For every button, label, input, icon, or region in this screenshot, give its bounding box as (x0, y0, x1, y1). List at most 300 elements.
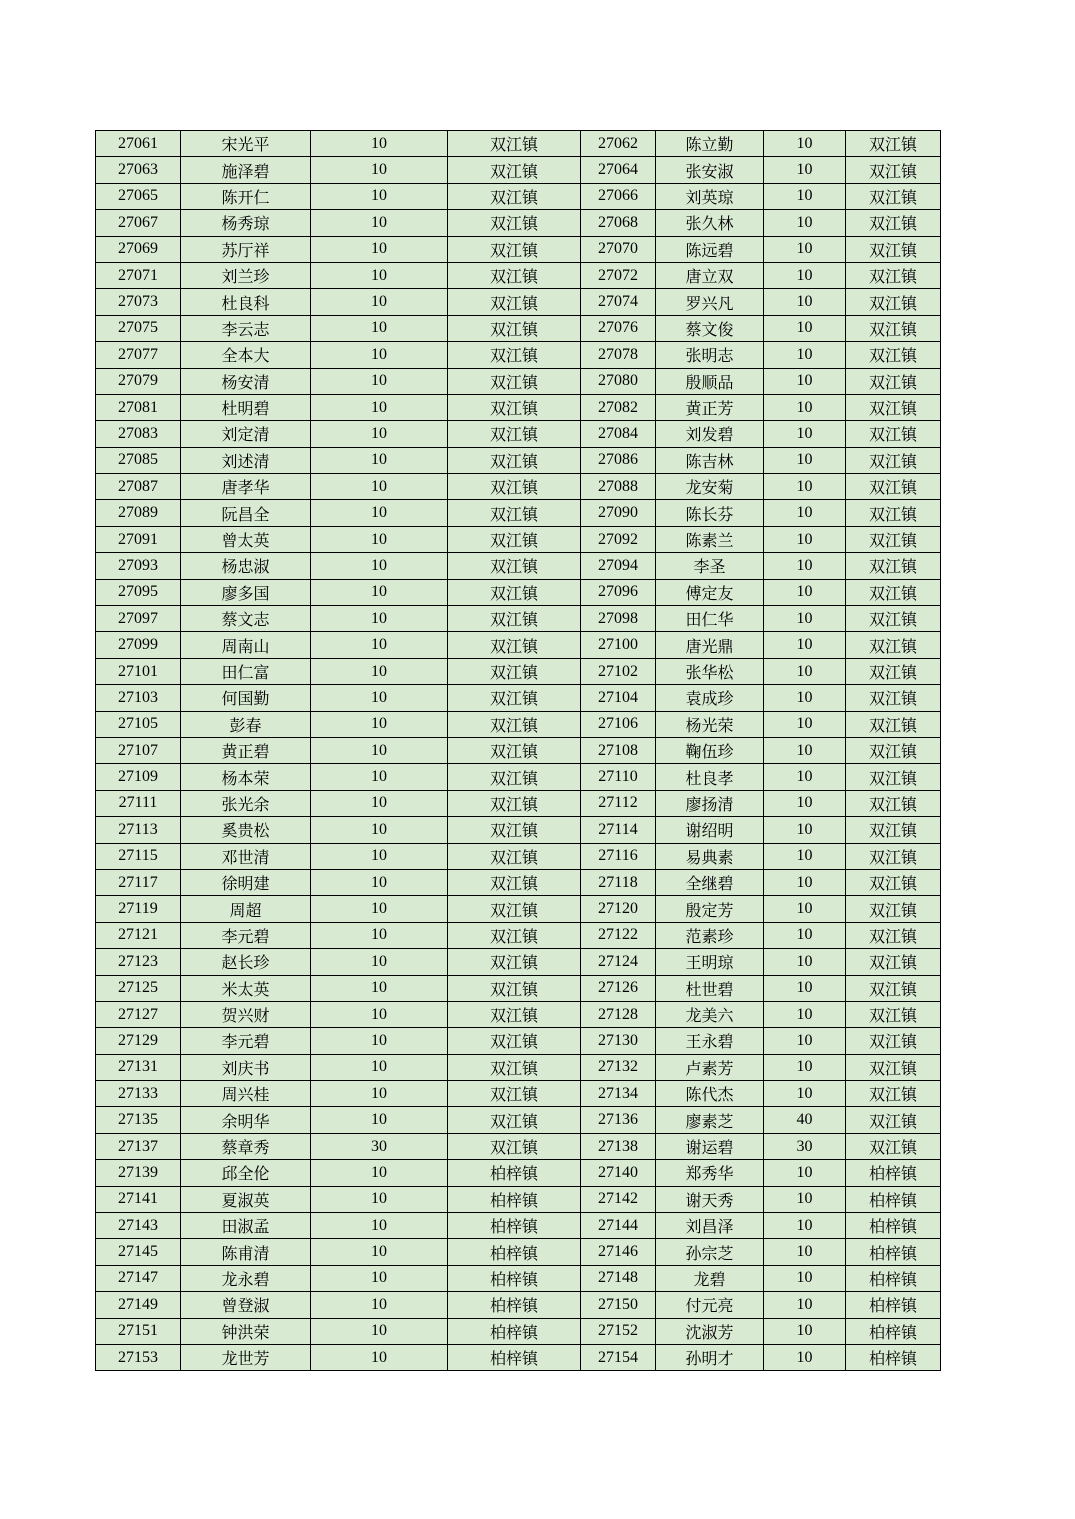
cell-amount: 10 (764, 183, 846, 209)
cell-amount: 10 (311, 764, 448, 790)
cell-town: 双江镇 (846, 315, 941, 341)
cell-name: 杨秀琼 (181, 210, 311, 236)
cell-name: 米太英 (181, 975, 311, 1001)
cell-id: 27121 (96, 922, 181, 948)
cell-id: 27076 (581, 315, 656, 341)
cell-id: 27131 (96, 1054, 181, 1080)
cell-id: 27096 (581, 579, 656, 605)
cell-name: 邓世清 (181, 843, 311, 869)
cell-name: 鞠伍珍 (656, 737, 764, 763)
cell-name: 田仁富 (181, 658, 311, 684)
cell-amount: 10 (311, 526, 448, 552)
cell-id: 27100 (581, 632, 656, 658)
cell-town: 双江镇 (448, 342, 581, 368)
cell-town: 柏梓镇 (846, 1160, 941, 1186)
cell-name: 殷顺品 (656, 368, 764, 394)
cell-name: 田仁华 (656, 606, 764, 632)
table-row (96, 1107, 941, 1133)
cell-id: 27111 (96, 790, 181, 816)
cell-id: 27088 (581, 474, 656, 500)
cell-id: 27074 (581, 289, 656, 315)
cell-town: 双江镇 (846, 236, 941, 262)
cell-amount: 10 (764, 685, 846, 711)
cell-town: 双江镇 (846, 526, 941, 552)
cell-town: 柏梓镇 (846, 1292, 941, 1318)
cell-town: 双江镇 (846, 579, 941, 605)
cell-name: 刘定清 (181, 421, 311, 447)
cell-id: 27114 (581, 817, 656, 843)
cell-id: 27081 (96, 394, 181, 420)
cell-id: 27148 (581, 1265, 656, 1291)
table-row (96, 1344, 941, 1370)
data-table (95, 130, 941, 1371)
cell-town: 双江镇 (846, 210, 941, 236)
cell-amount: 10 (764, 1186, 846, 1212)
cell-town: 双江镇 (846, 817, 941, 843)
table-row (96, 474, 941, 500)
cell-id: 27134 (581, 1081, 656, 1107)
cell-name: 陈开仁 (181, 183, 311, 209)
cell-amount: 10 (311, 922, 448, 948)
cell-name: 廖扬清 (656, 790, 764, 816)
cell-name: 张安淑 (656, 157, 764, 183)
cell-town: 双江镇 (448, 131, 581, 157)
table-row (96, 1081, 941, 1107)
cell-id: 27070 (581, 236, 656, 262)
cell-amount: 10 (311, 711, 448, 737)
cell-id: 27090 (581, 500, 656, 526)
cell-id: 27112 (581, 790, 656, 816)
table-row (96, 500, 941, 526)
cell-id: 27098 (581, 606, 656, 632)
cell-amount: 10 (311, 790, 448, 816)
cell-amount: 10 (764, 711, 846, 737)
cell-town: 双江镇 (448, 1028, 581, 1054)
cell-town: 柏梓镇 (448, 1186, 581, 1212)
cell-town: 柏梓镇 (448, 1160, 581, 1186)
cell-amount: 10 (311, 1344, 448, 1370)
cell-id: 27105 (96, 711, 181, 737)
cell-town: 双江镇 (448, 606, 581, 632)
cell-name: 陈吉林 (656, 447, 764, 473)
table-row (96, 817, 941, 843)
cell-amount: 10 (764, 236, 846, 262)
cell-town: 双江镇 (846, 922, 941, 948)
cell-amount: 10 (311, 658, 448, 684)
cell-name: 杨本荣 (181, 764, 311, 790)
cell-id: 27126 (581, 975, 656, 1001)
cell-id: 27147 (96, 1265, 181, 1291)
cell-town: 柏梓镇 (448, 1318, 581, 1344)
cell-amount: 10 (311, 210, 448, 236)
cell-amount: 10 (311, 1054, 448, 1080)
cell-amount: 10 (764, 790, 846, 816)
cell-amount: 10 (311, 817, 448, 843)
cell-town: 双江镇 (448, 474, 581, 500)
cell-id: 27130 (581, 1028, 656, 1054)
cell-name: 谢绍明 (656, 817, 764, 843)
table-row (96, 1292, 941, 1318)
cell-id: 27095 (96, 579, 181, 605)
cell-name: 徐明建 (181, 869, 311, 895)
cell-town: 双江镇 (448, 447, 581, 473)
cell-town: 双江镇 (846, 157, 941, 183)
cell-name: 曾登淑 (181, 1292, 311, 1318)
cell-amount: 10 (764, 606, 846, 632)
cell-name: 孙明才 (656, 1344, 764, 1370)
cell-id: 27154 (581, 1344, 656, 1370)
table-row (96, 922, 941, 948)
cell-town: 双江镇 (846, 289, 941, 315)
cell-town: 双江镇 (846, 1001, 941, 1027)
cell-town: 柏梓镇 (846, 1318, 941, 1344)
cell-town: 双江镇 (846, 975, 941, 1001)
cell-amount: 10 (311, 896, 448, 922)
cell-amount: 10 (764, 737, 846, 763)
cell-id: 27097 (96, 606, 181, 632)
cell-id: 27078 (581, 342, 656, 368)
cell-amount: 10 (764, 1160, 846, 1186)
table-row (96, 764, 941, 790)
cell-name: 陈甫清 (181, 1239, 311, 1265)
cell-id: 27065 (96, 183, 181, 209)
cell-name: 陈立勤 (656, 131, 764, 157)
table-row (96, 1239, 941, 1265)
cell-name: 陈远碧 (656, 236, 764, 262)
cell-amount: 10 (311, 632, 448, 658)
cell-id: 27072 (581, 262, 656, 288)
cell-id: 27063 (96, 157, 181, 183)
cell-id: 27115 (96, 843, 181, 869)
cell-id: 27093 (96, 553, 181, 579)
cell-town: 双江镇 (448, 869, 581, 895)
cell-id: 27106 (581, 711, 656, 737)
cell-name: 廖素芝 (656, 1107, 764, 1133)
cell-amount: 10 (764, 474, 846, 500)
cell-town: 双江镇 (846, 711, 941, 737)
cell-amount: 10 (764, 1239, 846, 1265)
cell-name: 杨光荣 (656, 711, 764, 737)
cell-name: 李元碧 (181, 1028, 311, 1054)
cell-town: 双江镇 (448, 368, 581, 394)
cell-amount: 10 (764, 131, 846, 157)
cell-town: 双江镇 (448, 922, 581, 948)
table-row (96, 394, 941, 420)
cell-town: 双江镇 (448, 949, 581, 975)
cell-amount: 10 (764, 1318, 846, 1344)
cell-id: 27119 (96, 896, 181, 922)
table-row (96, 685, 941, 711)
cell-name: 黄正芳 (656, 394, 764, 420)
cell-id: 27067 (96, 210, 181, 236)
cell-amount: 10 (311, 869, 448, 895)
cell-town: 双江镇 (448, 711, 581, 737)
table-row (96, 421, 941, 447)
cell-amount: 10 (764, 526, 846, 552)
cell-id: 27141 (96, 1186, 181, 1212)
cell-town: 双江镇 (448, 421, 581, 447)
cell-id: 27080 (581, 368, 656, 394)
cell-name: 贺兴财 (181, 1001, 311, 1027)
cell-id: 27149 (96, 1292, 181, 1318)
cell-name: 杜世碧 (656, 975, 764, 1001)
cell-id: 27091 (96, 526, 181, 552)
cell-id: 27125 (96, 975, 181, 1001)
cell-id: 27129 (96, 1028, 181, 1054)
cell-amount: 10 (764, 1028, 846, 1054)
cell-town: 双江镇 (846, 1133, 941, 1159)
table-row (96, 1133, 941, 1159)
table-row (96, 1186, 941, 1212)
cell-id: 27099 (96, 632, 181, 658)
cell-amount: 10 (764, 949, 846, 975)
cell-id: 27066 (581, 183, 656, 209)
cell-name: 龙世芳 (181, 1344, 311, 1370)
cell-name: 李元碧 (181, 922, 311, 948)
cell-name: 张久林 (656, 210, 764, 236)
cell-amount: 10 (311, 1265, 448, 1291)
cell-name: 龙永碧 (181, 1265, 311, 1291)
cell-id: 27117 (96, 869, 181, 895)
table-row (96, 236, 941, 262)
cell-town: 双江镇 (448, 975, 581, 1001)
cell-amount: 10 (311, 685, 448, 711)
cell-amount: 10 (764, 368, 846, 394)
cell-amount: 10 (311, 421, 448, 447)
cell-id: 27064 (581, 157, 656, 183)
cell-amount: 10 (311, 262, 448, 288)
cell-town: 双江镇 (448, 500, 581, 526)
cell-name: 周南山 (181, 632, 311, 658)
table-row (96, 658, 941, 684)
cell-id: 27124 (581, 949, 656, 975)
cell-name: 刘庆书 (181, 1054, 311, 1080)
cell-name: 奚贵松 (181, 817, 311, 843)
table-row (96, 131, 941, 157)
cell-amount: 10 (311, 737, 448, 763)
table-row (96, 342, 941, 368)
cell-town: 柏梓镇 (846, 1239, 941, 1265)
cell-amount: 10 (764, 869, 846, 895)
cell-amount: 10 (764, 1344, 846, 1370)
cell-name: 龙碧 (656, 1265, 764, 1291)
cell-name: 杨忠淑 (181, 553, 311, 579)
table-row (96, 975, 941, 1001)
cell-amount: 10 (311, 1028, 448, 1054)
cell-name: 罗兴凡 (656, 289, 764, 315)
cell-amount: 10 (311, 1081, 448, 1107)
cell-id: 27152 (581, 1318, 656, 1344)
table-row (96, 315, 941, 341)
cell-amount: 30 (311, 1133, 448, 1159)
cell-amount: 10 (764, 553, 846, 579)
cell-id: 27146 (581, 1239, 656, 1265)
cell-town: 柏梓镇 (448, 1239, 581, 1265)
cell-town: 柏梓镇 (846, 1344, 941, 1370)
cell-id: 27071 (96, 262, 181, 288)
cell-name: 唐光鼎 (656, 632, 764, 658)
table-row (96, 1160, 941, 1186)
cell-name: 刘兰珍 (181, 262, 311, 288)
table-row (96, 579, 941, 605)
cell-town: 双江镇 (846, 1107, 941, 1133)
cell-name: 张明志 (656, 342, 764, 368)
cell-town: 双江镇 (448, 394, 581, 420)
cell-town: 双江镇 (846, 394, 941, 420)
cell-id: 27116 (581, 843, 656, 869)
cell-town: 双江镇 (448, 1001, 581, 1027)
cell-town: 双江镇 (846, 131, 941, 157)
cell-town: 双江镇 (448, 210, 581, 236)
cell-amount: 10 (311, 1160, 448, 1186)
cell-name: 唐孝华 (181, 474, 311, 500)
cell-amount: 10 (764, 1054, 846, 1080)
cell-town: 双江镇 (846, 790, 941, 816)
cell-name: 余明华 (181, 1107, 311, 1133)
cell-amount: 10 (311, 236, 448, 262)
cell-amount: 10 (311, 606, 448, 632)
cell-town: 双江镇 (846, 1054, 941, 1080)
cell-town: 双江镇 (846, 764, 941, 790)
cell-amount: 10 (311, 368, 448, 394)
cell-town: 双江镇 (846, 447, 941, 473)
cell-town: 双江镇 (448, 843, 581, 869)
cell-amount: 10 (311, 447, 448, 473)
table-row (96, 1028, 941, 1054)
cell-name: 曾太英 (181, 526, 311, 552)
cell-id: 27128 (581, 1001, 656, 1027)
cell-name: 傅定友 (656, 579, 764, 605)
cell-town: 双江镇 (448, 1081, 581, 1107)
cell-amount: 10 (311, 975, 448, 1001)
table-row (96, 1265, 941, 1291)
cell-id: 27145 (96, 1239, 181, 1265)
cell-name: 郑秀华 (656, 1160, 764, 1186)
cell-name: 卢素芳 (656, 1054, 764, 1080)
cell-name: 孙宗芝 (656, 1239, 764, 1265)
cell-name: 阮昌全 (181, 500, 311, 526)
cell-town: 双江镇 (448, 632, 581, 658)
cell-town: 双江镇 (846, 474, 941, 500)
cell-name: 全本大 (181, 342, 311, 368)
cell-id: 27073 (96, 289, 181, 315)
cell-id: 27142 (581, 1186, 656, 1212)
table-body (96, 131, 941, 1371)
cell-amount: 10 (311, 1213, 448, 1239)
cell-amount: 10 (764, 1213, 846, 1239)
table-row (96, 737, 941, 763)
cell-amount: 10 (764, 632, 846, 658)
cell-name: 付元亮 (656, 1292, 764, 1318)
cell-town: 双江镇 (448, 1054, 581, 1080)
cell-town: 柏梓镇 (846, 1265, 941, 1291)
table-row (96, 183, 941, 209)
cell-amount: 10 (764, 1265, 846, 1291)
cell-id: 27062 (581, 131, 656, 157)
cell-name: 张华松 (656, 658, 764, 684)
cell-id: 27077 (96, 342, 181, 368)
cell-name: 蔡文志 (181, 606, 311, 632)
cell-name: 杜良科 (181, 289, 311, 315)
cell-id: 27132 (581, 1054, 656, 1080)
cell-name: 苏厅祥 (181, 236, 311, 262)
cell-id: 27085 (96, 447, 181, 473)
cell-name: 何国勤 (181, 685, 311, 711)
cell-amount: 10 (764, 447, 846, 473)
cell-town: 双江镇 (846, 869, 941, 895)
cell-amount: 10 (764, 500, 846, 526)
cell-amount: 10 (311, 315, 448, 341)
cell-town: 双江镇 (448, 737, 581, 763)
cell-name: 夏淑英 (181, 1186, 311, 1212)
cell-amount: 10 (764, 922, 846, 948)
table-row (96, 843, 941, 869)
table-row (96, 606, 941, 632)
cell-name: 赵长珍 (181, 949, 311, 975)
cell-id: 27087 (96, 474, 181, 500)
cell-name: 陈长芬 (656, 500, 764, 526)
cell-amount: 10 (764, 579, 846, 605)
cell-name: 龙安菊 (656, 474, 764, 500)
cell-id: 27086 (581, 447, 656, 473)
cell-amount: 10 (764, 658, 846, 684)
cell-town: 双江镇 (448, 315, 581, 341)
cell-name: 陈素兰 (656, 526, 764, 552)
cell-id: 27104 (581, 685, 656, 711)
cell-name: 殷定芳 (656, 896, 764, 922)
cell-town: 双江镇 (448, 658, 581, 684)
cell-name: 宋光平 (181, 131, 311, 157)
table-row (96, 1318, 941, 1344)
cell-amount: 30 (764, 1133, 846, 1159)
cell-amount: 10 (764, 289, 846, 315)
cell-amount: 10 (764, 764, 846, 790)
cell-amount: 10 (311, 500, 448, 526)
cell-name: 蔡文俊 (656, 315, 764, 341)
cell-id: 27079 (96, 368, 181, 394)
cell-name: 周超 (181, 896, 311, 922)
cell-town: 双江镇 (846, 262, 941, 288)
cell-town: 双江镇 (846, 843, 941, 869)
table-row (96, 447, 941, 473)
cell-name: 邱全伦 (181, 1160, 311, 1186)
cell-id: 27102 (581, 658, 656, 684)
cell-name: 沈淑芳 (656, 1318, 764, 1344)
cell-id: 27108 (581, 737, 656, 763)
cell-id: 27083 (96, 421, 181, 447)
cell-id: 27084 (581, 421, 656, 447)
cell-name: 黄正碧 (181, 737, 311, 763)
cell-town: 双江镇 (448, 579, 581, 605)
cell-name: 谢天秀 (656, 1186, 764, 1212)
cell-name: 陈代杰 (656, 1081, 764, 1107)
cell-name: 易典素 (656, 843, 764, 869)
cell-name: 范素珍 (656, 922, 764, 948)
table-row (96, 368, 941, 394)
cell-name: 杨安清 (181, 368, 311, 394)
table-row (96, 632, 941, 658)
cell-amount: 10 (311, 1292, 448, 1318)
cell-amount: 10 (764, 262, 846, 288)
cell-name: 杜良孝 (656, 764, 764, 790)
cell-town: 双江镇 (448, 790, 581, 816)
cell-name: 王永碧 (656, 1028, 764, 1054)
cell-amount: 10 (311, 342, 448, 368)
cell-id: 27092 (581, 526, 656, 552)
table-row (96, 1213, 941, 1239)
cell-amount: 10 (311, 157, 448, 183)
cell-name: 全继碧 (656, 869, 764, 895)
